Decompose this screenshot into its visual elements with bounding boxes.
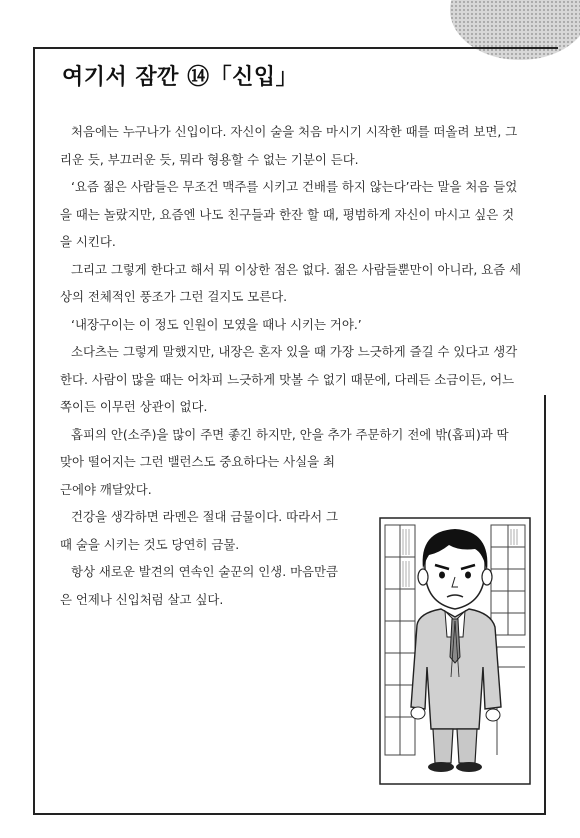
- page-frame-right-edge: [544, 395, 546, 815]
- paragraph: 항상 새로운 발견의 연속인 술꾼의 인생. 마음만큼은 언제나 신입처럼 살고 싶다.: [60, 564, 338, 607]
- paragraph: ‘내장구이는 이 정도 인원이 모였을 때나 시키는 거야.’: [71, 316, 362, 332]
- paragraph: 건강을 생각하면 라멘은 절대 금물이다. 따라서 그때 술을 시키는 것도 당연히 금물.: [60, 509, 338, 552]
- paragraph: 처음에는 누구나가 신입이다. 자신이 술을 처음 마시기 시작한 때를 떠올려 보면, 그리운 듯, 부끄러운 듯, 뭐라 형용할 수 없는 기분이 든다.: [60, 124, 518, 167]
- paragraph: 그리고 그렇게 한다고 해서 뭐 이상한 점은 없다. 젊은 사람들뿐만이 아니라, 요즘 세상의 전체적인 풍조가 그런 걸지도 모른다.: [60, 261, 522, 304]
- page-title: 여기서 잠깐 ⑭「신입」: [62, 65, 299, 90]
- paragraph: 소다츠는 그렇게 말했지만, 내장은 혼자 있을 때 가장 느긋하게 즐길 수 있다고 생각한다. 사람이 많을 때는 어차피 느긋하게 맛볼 수 없기 때문에, 다레든 소금이든, 어느 쪽이든 이무런 상관이 없다.: [60, 344, 518, 414]
- paragraph: ‘요즘 젊은 사람들은 무조건 맥주를 시키고 건배를 하지 않는다’라는 말을 처음 들었을 때는 놀랐지만, 요즘엔 나도 친구들과 한잔 할 때, 평범하게 자신이 마시고 싶은 것을 시킨다.: [60, 179, 518, 249]
- paragraph: 홉피의 안(소주)을 많이 주면 좋긴 하지만, 안을 추가 주문하기 전에 밖(홉피)과 딱 맞아 떨어지는 그런 밸런스도 중요하다는 사실을 최: [60, 426, 509, 469]
- page-frame-bottom-edge: [33, 813, 546, 815]
- paragraph: 근에야 깨달았다.: [60, 481, 152, 497]
- salaryman-illustration: [379, 517, 531, 785]
